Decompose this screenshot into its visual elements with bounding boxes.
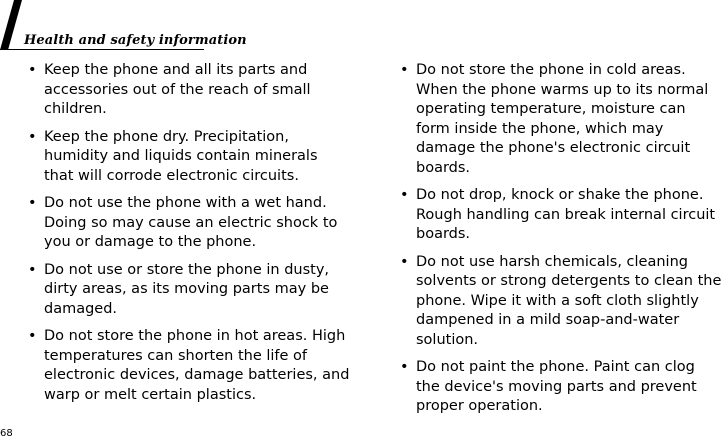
left-column-list	[0, 61, 350, 413]
list-item-text: Do not paint the phone. Paint can clog the device's moving parts and prevent proper operation.	[416, 359, 697, 414]
list-item	[372, 358, 722, 417]
list-item-text: Keep the phone dry. Precipitation, humidity and liquids contain minerals that will corrode electronic circuits.	[44, 128, 318, 184]
list-item	[372, 61, 722, 178]
list-item-text: Do not use harsh chemicals, cleaning solvents or strong detergents to clean the phone. Wipe it with a soft cloth slightly dampened in a mild soap-and-water solution.	[416, 253, 722, 348]
list-item	[0, 61, 350, 120]
list-item	[0, 327, 350, 405]
list-item-text: Do not drop, knock or shake the phone. Rough handling can break internal circuit boards.	[416, 187, 716, 242]
bullet: •	[28, 128, 37, 145]
bullet: •	[28, 62, 37, 78]
list-item	[0, 261, 350, 320]
bullet: •	[400, 253, 409, 270]
bullet: •	[400, 359, 409, 375]
header-underline	[0, 49, 204, 50]
list-item	[372, 253, 722, 351]
bullet: •	[28, 328, 37, 344]
list-item	[372, 186, 722, 245]
section-title: Health and safety information	[24, 33, 247, 48]
bullet: •	[28, 261, 37, 278]
bullet: •	[400, 187, 409, 203]
list-item	[0, 128, 350, 187]
right-column-list	[372, 61, 722, 425]
page-number: 68	[0, 428, 13, 439]
bullet: •	[28, 195, 37, 211]
bullet: •	[400, 62, 409, 78]
list-item-text: Do not use or store the phone in dusty, dirty areas, as its moving parts may be damaged.	[44, 261, 330, 317]
list-item-text: Do not use the phone with a wet hand. Doing so may cause an electric shock to you or damage to the phone.	[44, 195, 338, 250]
list-item-text: Keep the phone and all its parts and accessories out of the reach of small children.	[44, 62, 311, 117]
list-item-text: Do not store the phone in cold areas. When the phone warms up to its normal operating temperature, moisture can form inside the phone, which may damage the phone's electronic circuit boards.	[416, 62, 709, 176]
list-item	[0, 194, 350, 253]
list-item-text: Do not store the phone in hot areas. High temperatures can shorten the life of electronic devices, damage batteries, and warp or melt certain plastics.	[44, 328, 350, 403]
header-accent-bar	[0, 0, 22, 50]
